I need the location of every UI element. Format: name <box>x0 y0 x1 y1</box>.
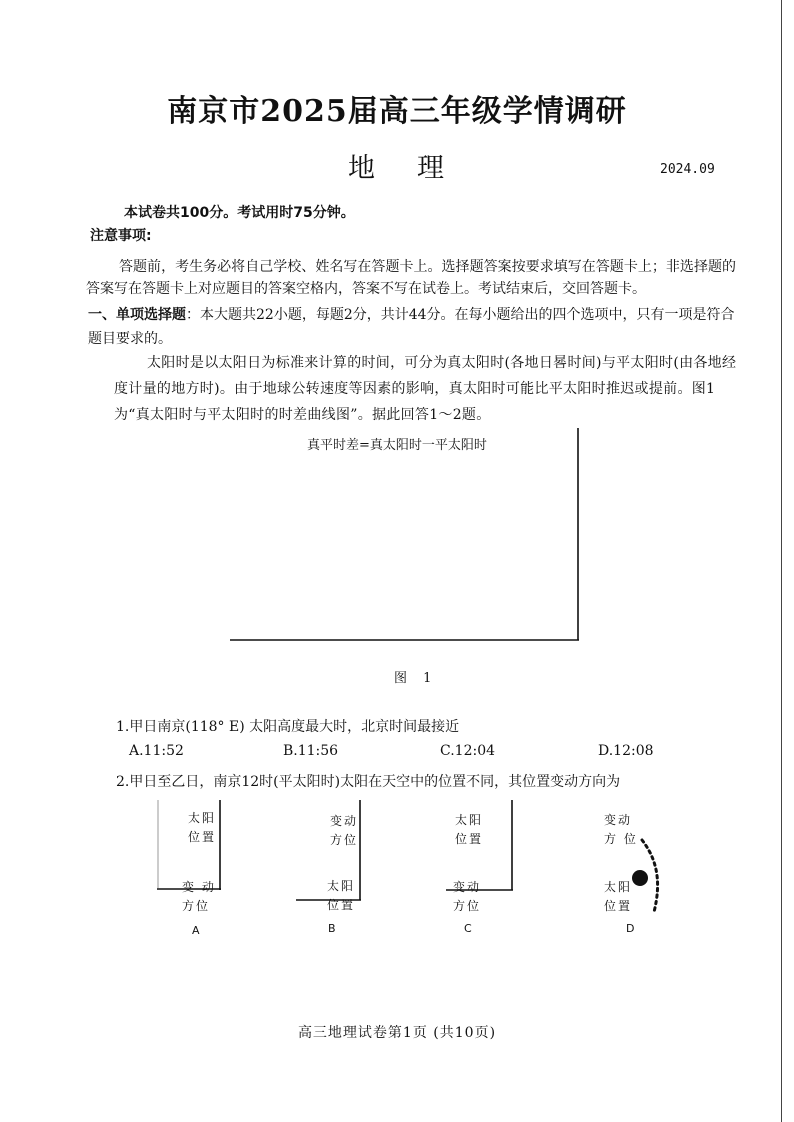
section-1-heading: 一、单项选择题 <box>88 307 186 323</box>
diagram-c-letter: C <box>464 922 472 935</box>
diagram-a-bottom-label: 变 动 方位 <box>182 880 216 913</box>
diagram-d-bottom-label: 太阳 位置 <box>604 880 633 913</box>
chart-frame <box>230 428 580 643</box>
diagram-a-top-label: 太阳 位置 <box>188 811 217 844</box>
diagram-c-bottom-label: 变动 方位 <box>453 880 482 913</box>
diagram-d-top-label: 变动 方 位 <box>604 813 638 846</box>
q2-diagram-a <box>150 800 240 940</box>
notice-text: 答题前，考生务必将自己学校、姓名写在答题卡上。选择题答案按要求填写在答题卡上；非选择题的答案写在答题卡上对应题目的答案空格内，答案不写在试卷上。考试结束后，交回答题卡。 <box>86 259 736 297</box>
exam-title: 南京市2025届高三年级学情调研 <box>167 94 627 129</box>
question-1: 1.甲日南京(118° E) 太阳高度最大时，北京时间最接近 <box>116 719 460 735</box>
q1-option-d: D.12:08 <box>598 743 654 759</box>
sun-icon <box>632 870 648 886</box>
diagram-a-letter: A <box>192 924 200 937</box>
q2-diagram-c <box>444 800 534 940</box>
section-1-text: ：本大题共22小题，每题2分，共计44分。在每小题给出的四个选项中，只有一项是符合题目要求的。 <box>88 307 735 347</box>
page-edge-line <box>781 0 782 1122</box>
exam-date: 2024.09 <box>660 162 715 177</box>
diagram-d-letter: D <box>626 922 635 935</box>
diagram-b-letter: B <box>328 922 336 935</box>
question-2: 2.甲日至乙日，南京12时(平太阳时)太阳在天空中的位置不同，其位置变动方向为 <box>116 774 621 790</box>
exam-info: 本试卷共100分。考试用时75分钟。 <box>124 205 355 221</box>
q2-diagram-b <box>294 800 384 940</box>
chart-label: 真平时差=真太阳时一平太阳时 <box>307 438 487 453</box>
figure-caption: 图 1 <box>394 671 438 686</box>
q1-option-a: A.11:52 <box>129 743 184 759</box>
subject-title: 地理 <box>348 153 486 184</box>
passage-intro: 太阳时是以太阳日为标准来计算的时间，可分为真太阳时(各地日晷时间)与平太阳时(由各地经度计量的地方时)。由于地球公转速度等因素的影响，真太阳时可能比平太阳时推迟或提前。图1为“真太阳时与平太阳时的时差曲线图”。据此回答1～2题。 <box>114 355 737 423</box>
q1-option-c: C.12:04 <box>440 743 496 759</box>
diagram-c-top-label: 太阳 位置 <box>455 813 484 846</box>
diagram-b-bottom-label: 太阳 位置 <box>327 879 356 912</box>
page-footer: 高三地理试卷第1页 (共10页) <box>297 1025 497 1041</box>
time-difference-chart <box>230 428 580 643</box>
diagram-b-top-label: 变动 方位 <box>330 814 359 847</box>
q1-option-b: B.11:56 <box>283 743 339 759</box>
section-1 <box>88 303 738 351</box>
q2-diagram-d <box>598 800 688 940</box>
notice-title: 注意事项: <box>90 228 152 244</box>
